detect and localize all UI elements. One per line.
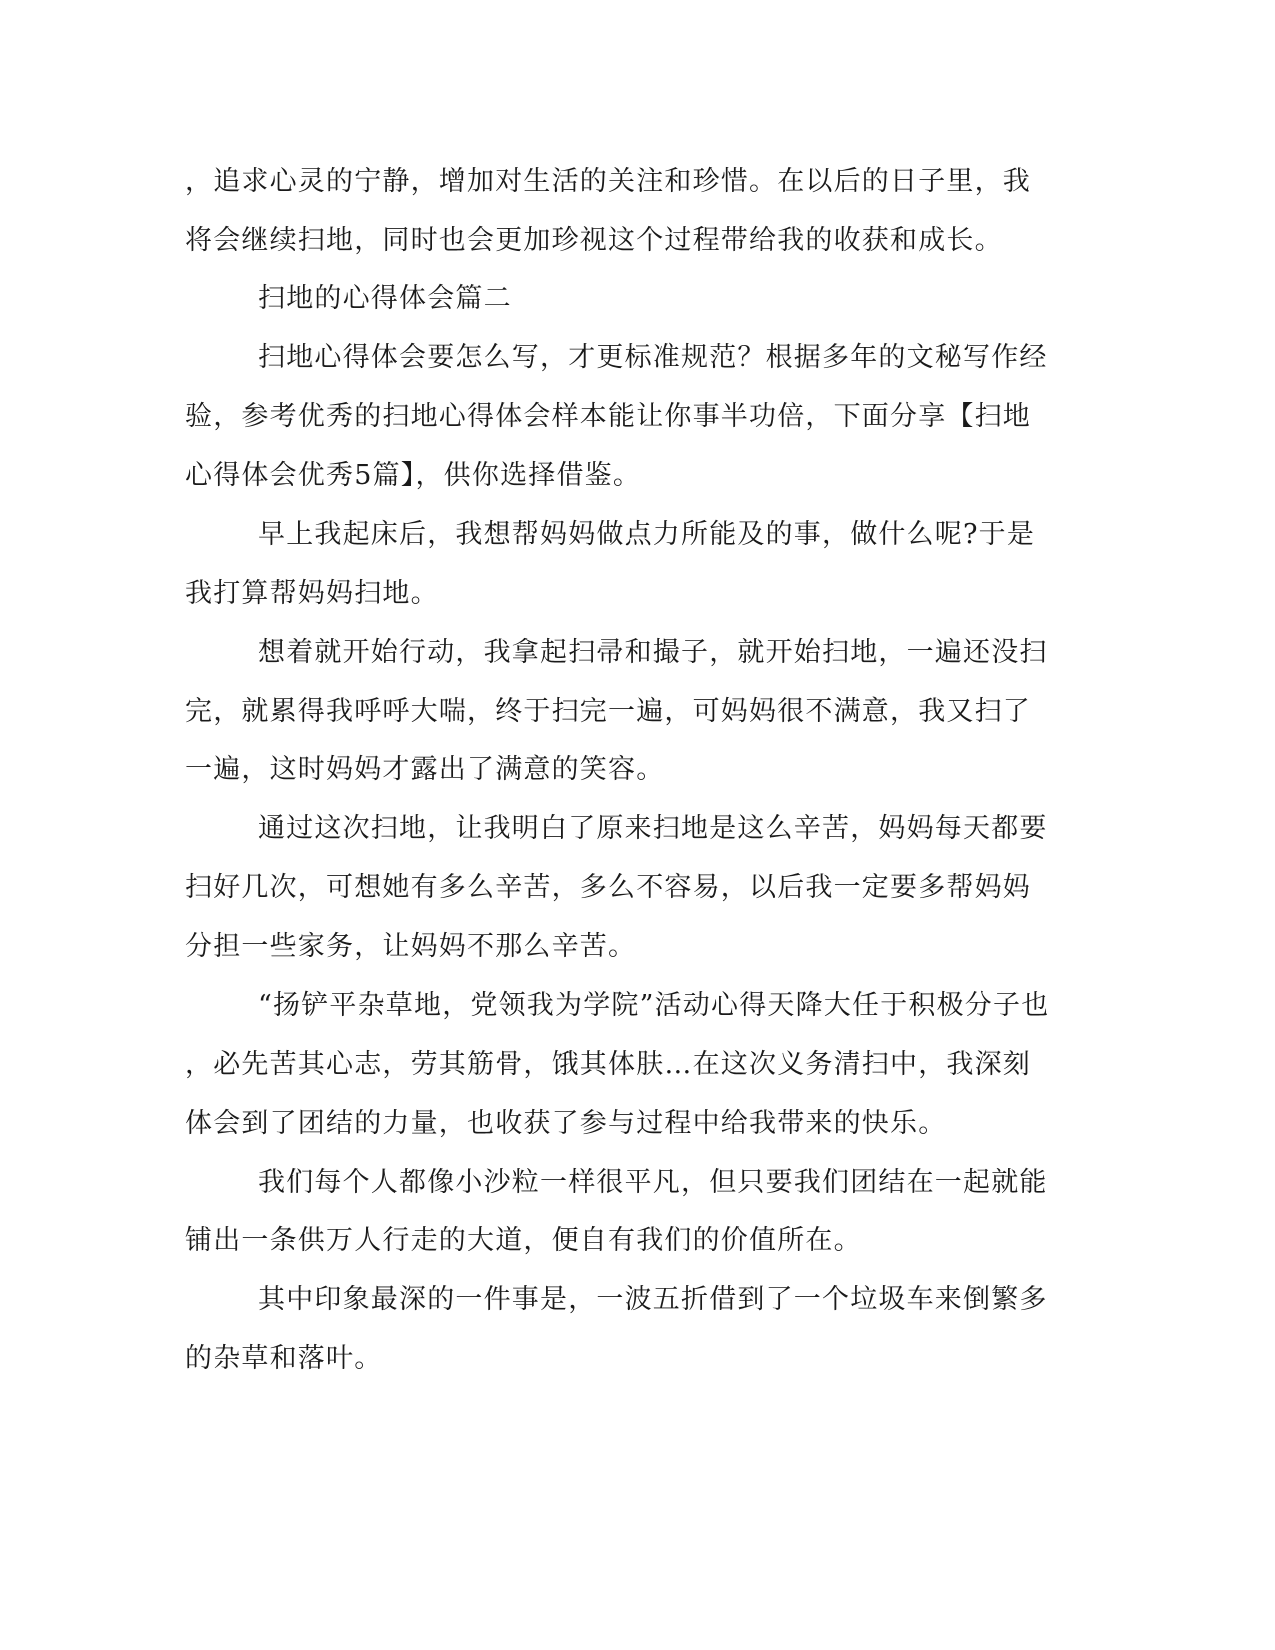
paragraph-line: 早上我起床后，我想帮妈妈做点力所能及的事，做什么呢?于是 [258,519,1036,550]
paragraph-line: 一遍，这时妈妈才露出了满意的笑容。 [185,754,665,785]
paragraph-line: 分担一些家务，让妈妈不那么辛苦。 [185,931,637,962]
paragraph-line: 想着就开始行动，我拿起扫帚和撮子，就开始扫地，一遍还没扫 [258,637,1048,668]
paragraph-line: 扫好几次，可想她有多么辛苦，多么不容易，以后我一定要多帮妈妈 [185,872,1031,903]
paragraph-line: ，追求心灵的宁静，增加对生活的关注和珍惜。在以后的日子里，我 [185,166,1031,197]
paragraph-line: 将会继续扫地，同时也会更加珍视这个过程带给我的收获和成长。 [185,225,1003,256]
paragraph-line: 其中印象最深的一件事是，一波五折借到了一个垃圾车来倒繁多 [258,1284,1048,1315]
paragraph-line: 的杂草和落叶。 [185,1343,383,1374]
paragraph-line: 扫地心得体会要怎么写，才更标准规范？根据多年的文秘写作经 [258,342,1048,373]
paragraph-line: “扬铲平杂草地，党领我为学院”活动心得天降大任于积极分子也 [258,990,1050,1021]
paragraph-line: 心得体会优秀5篇】，供你选择借鉴。 [185,460,642,491]
section-heading: 扫地的心得体会篇二 [258,283,512,314]
paragraph-line: 验，参考优秀的扫地心得体会样本能让你事半功倍，下面分享【扫地 [185,401,1031,432]
paragraph-line: 完，就累得我呼呼大喘，终于扫完一遍，可妈妈很不满意，我又扫了 [185,696,1031,727]
paragraph-line: 体会到了团结的力量，也收获了参与过程中给我带来的快乐。 [185,1108,947,1139]
paragraph-line: 铺出一条供万人行走的大道，便自有我们的价值所在。 [185,1225,862,1256]
paragraph-line: 通过这次扫地，让我明白了原来扫地是这么辛苦，妈妈每天都要 [258,813,1048,844]
paragraph-line: 我们每个人都像小沙粒一样很平凡，但只要我们团结在一起就能 [258,1167,1048,1198]
paragraph-line: 我打算帮妈妈扫地。 [185,578,439,609]
paragraph-line: ，必先苦其心志，劳其筋骨，饿其体肤…在这次义务清扫中，我深刻 [185,1049,1031,1080]
